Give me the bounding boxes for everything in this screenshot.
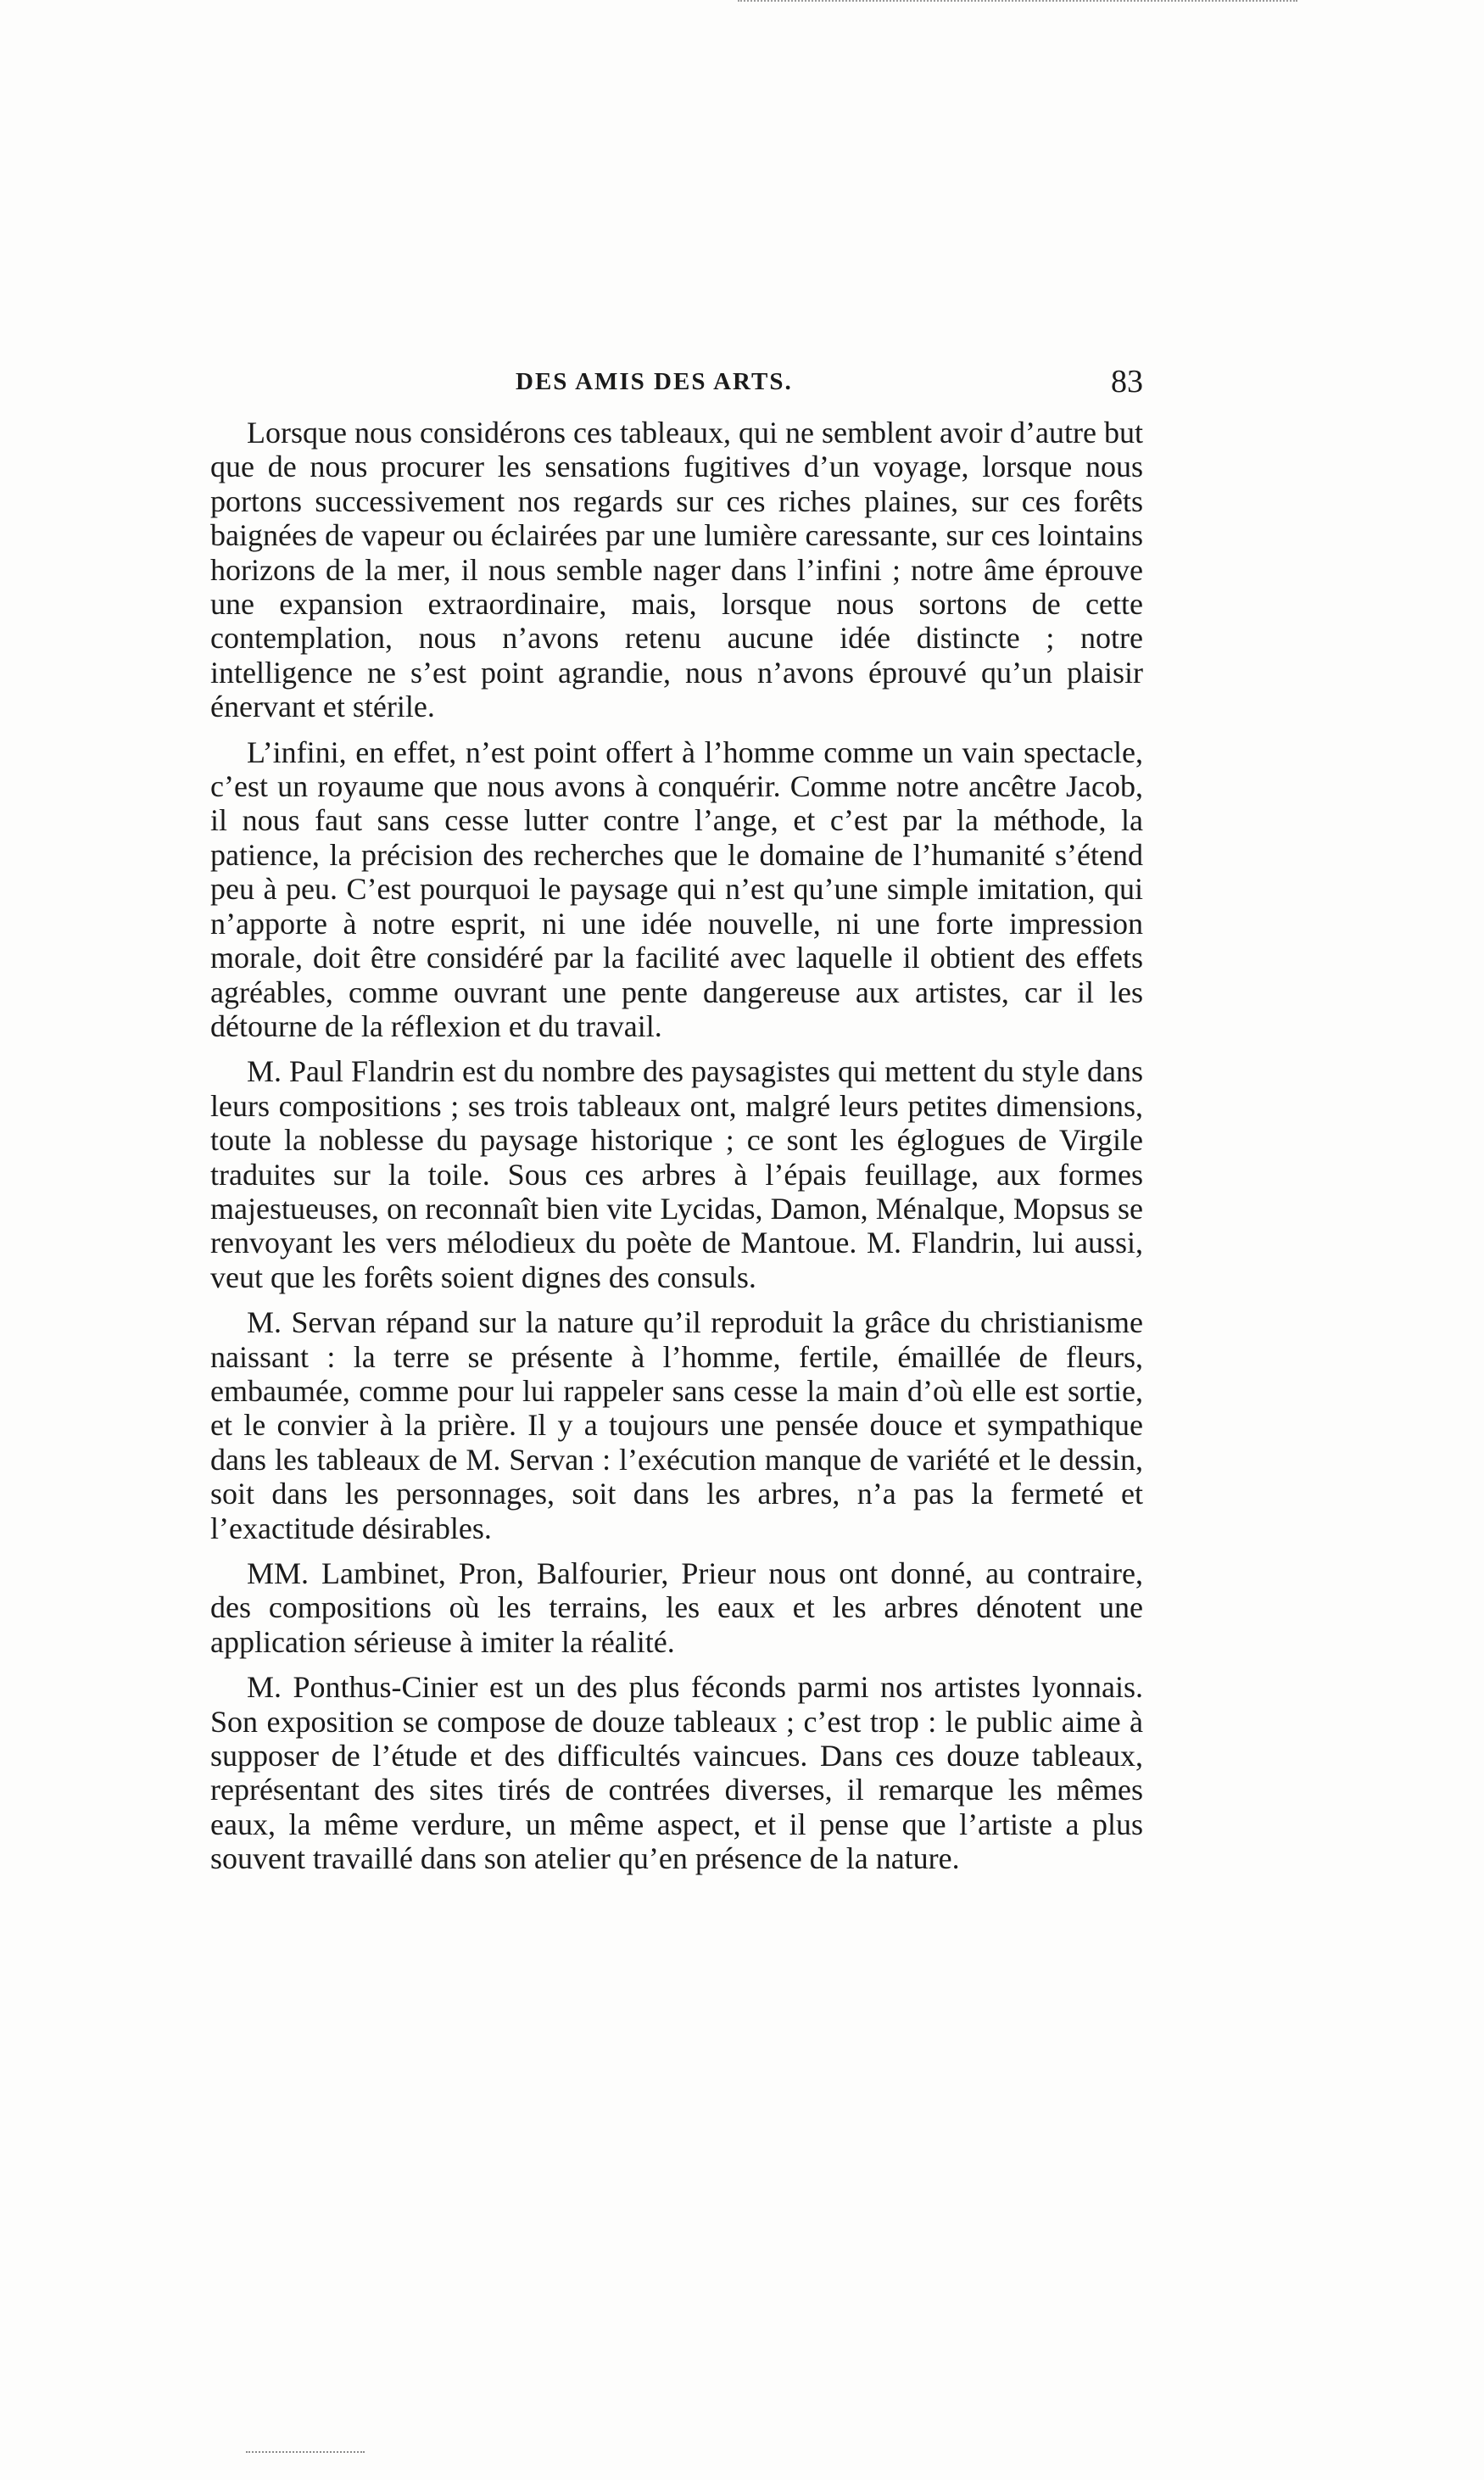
scan-artifact-top [738, 0, 1297, 4]
page-number: 83 [1111, 364, 1143, 399]
paragraph-2: L’infini, en effet, n’est point offert à l’homme comme un vain spectacle, c’est un royaume que nous avons à conquérir. Comme notre ancêtre Jacob, il nous faut sans cesse lutter contre l’ange, et c’est par la méthode, la patience, la précision des recherches que le domaine de l’humanité s’étend peu à peu. C’est pourquoi le paysage qui n’est qu’une simple imitation, qui n’apporte à notre esprit, ni une idée nouvelle, ni une forte impression morale, doit être considéré par la facilité avec laquelle il obtient des effets agréables, comme ouvrant une pente dangereuse aux artistes, car il les détourne de la réflexion et du travail. [210, 735, 1143, 1043]
body-text [210, 416, 1143, 1887]
paragraph-6: M. Ponthus-Cinier est un des plus féconds parmi nos artistes lyonnais. Son exposition se compose de douze tableaux ; c’est trop : le public aime à supposer de l’étude et des difficultés vaincues. Dans ces douze tableaux, représentant des sites tirés de contrées diverses, il remarque les mêmes eaux, la même verdure, un même aspect, et il pense que l’artiste a plus souvent travaillé dans son atelier qu’en présence de la nature. [210, 1670, 1143, 1876]
paragraph-5: MM. Lambinet, Pron, Balfourier, Prieur nous ont donné, au contraire, des compositions où les terrains, les eaux et les arbres dénotent une application sérieuse à imiter la réalité. [210, 1556, 1143, 1659]
paragraph-1: Lorsque nous considérons ces tableaux, qui ne semblent avoir d’autre but que de nous procurer les sensations fugitives d’un voyage, lorsque nous portons successivement nos regards sur ces riches plaines, sur ces forêts baignées de vapeur ou éclairées par une lumière caressante, sur ces lointains horizons de la mer, il nous semble nager dans l’infini ; notre âme éprouve une expansion extraordinaire, mais, lorsque nous sortons de cette contemplation, nous n’avons retenu aucune idée distincte ; notre intelligence ne s’est point agrandie, nous n’avons éprouvé qu’un plaisir énervant et stérile. [210, 416, 1143, 724]
scan-artifact-bottom [246, 2451, 365, 2455]
running-title: DES AMIS DES ARTS. [516, 368, 793, 395]
paragraph-4: M. Servan répand sur la nature qu’il reproduit la grâce du christianisme naissant : la terre se présente à l’homme, fertile, émaillée de fleurs, embaumée, comme pour lui rappeler sans cesse la main d’où elle est sortie, et le convier à la prière. Il y a toujours une pensée douce et sympathique dans les tableaux de M. Servan : l’exécution manque de variété et le dessin, soit dans les personnages, soit dans les arbres, n’a pas la fermeté et l’exactitude désirables. [210, 1305, 1143, 1545]
running-head [210, 363, 1143, 405]
paragraph-3: M. Paul Flandrin est du nombre des paysagistes qui mettent du style dans leurs compositions ; ses trois tableaux ont, malgré leurs petites dimensions, toute la noblesse du paysage historique ; ce sont les églogues de Virgile traduites sur la toile. Sous ces arbres à l’épais feuillage, aux formes majestueuses, on reconnaît bien vite Lycidas, Damon, Ménalque, Mopsus se renvoyant les vers mélodieux du poète de Mantoue. M. Flandrin, lui aussi, veut que les forêts soient dignes des consuls. [210, 1054, 1143, 1294]
